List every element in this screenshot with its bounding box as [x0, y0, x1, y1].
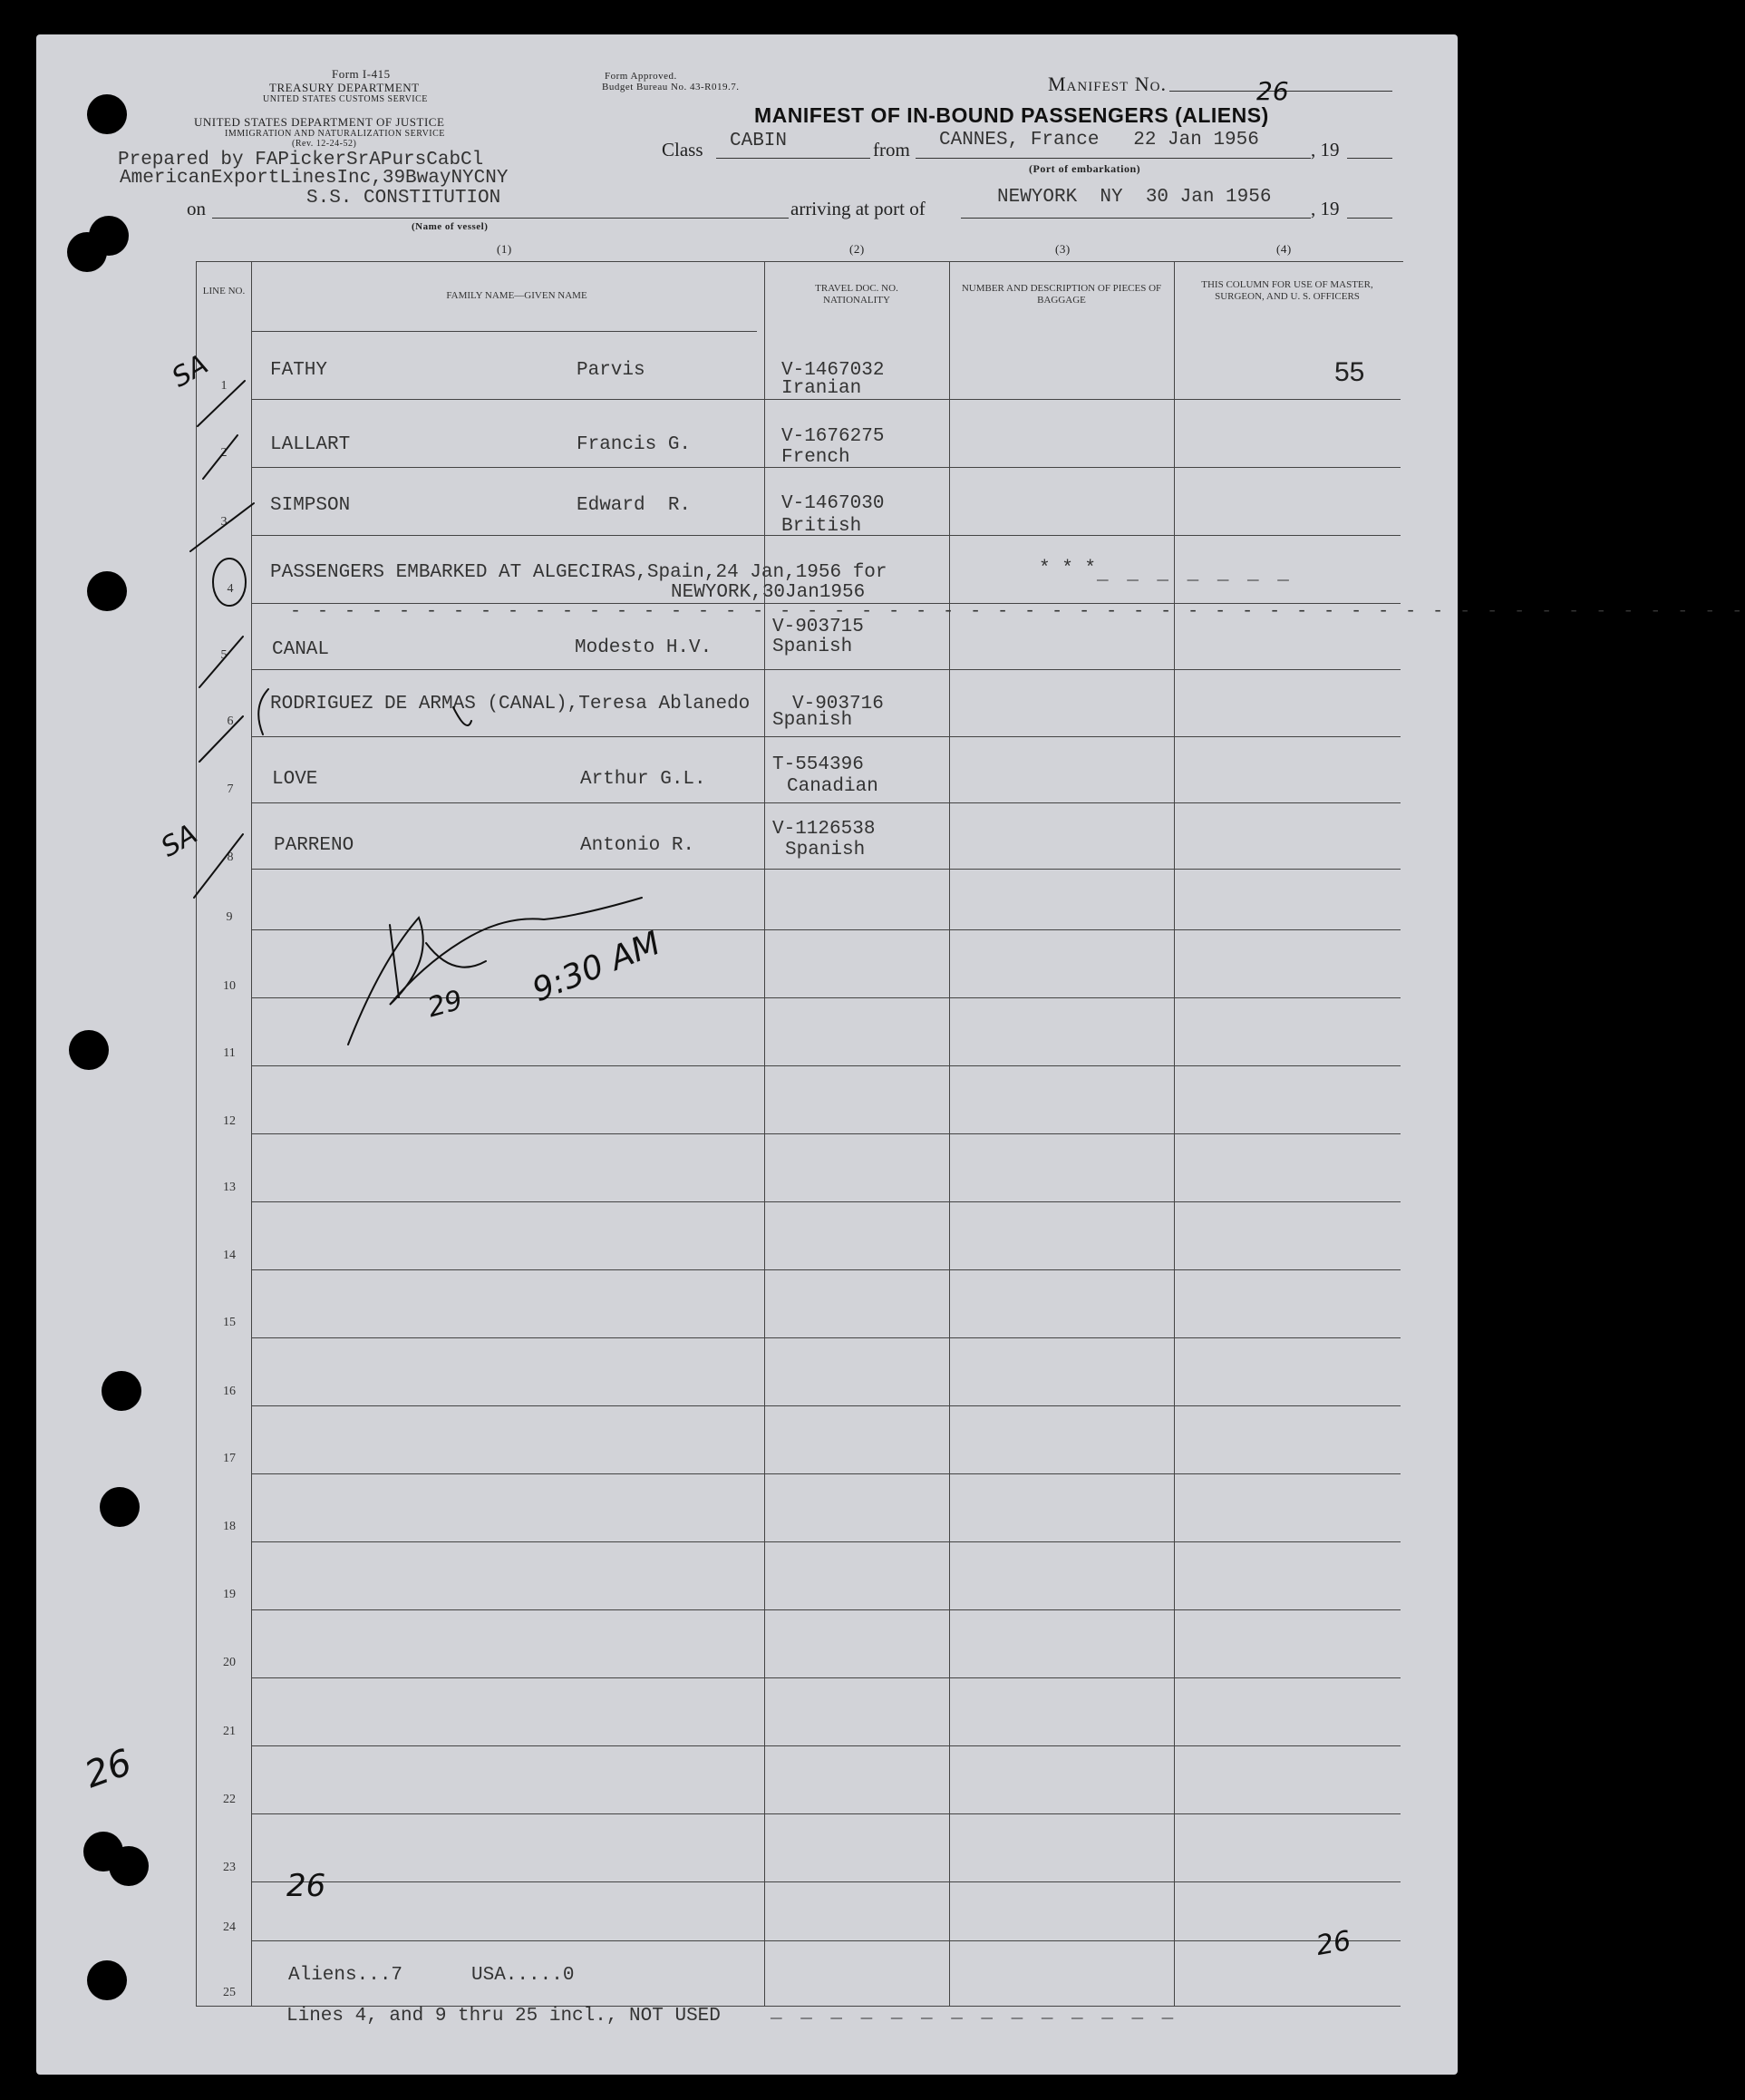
col-num-3: (3): [1055, 242, 1071, 256]
vessel-underline: [212, 218, 789, 219]
row-rule: [251, 1609, 1401, 1610]
col-header-line-no: LINE NO.: [202, 286, 246, 297]
line-number: 5: [220, 648, 228, 662]
row-rule: [251, 1940, 1401, 1941]
prepared-by-line2: AmericanExportLinesInc,39BwayNYCNY: [120, 168, 509, 189]
line-number: 21: [223, 1725, 236, 1738]
row-rule: [251, 1473, 1401, 1474]
given-name: Arthur G.L.: [580, 769, 706, 790]
travel-doc: V-1126538: [772, 819, 876, 840]
manifest-page: [36, 34, 1458, 2075]
row-rule: [251, 736, 1401, 737]
margin-number: 26: [79, 1741, 138, 1797]
class-label: Class: [662, 139, 703, 160]
line-number: 20: [223, 1656, 236, 1669]
row-rule: [251, 1133, 1401, 1134]
family-name: PARRENO: [274, 835, 354, 856]
travel-doc: V-1676275: [781, 426, 885, 447]
form-approved-label: Form Approved.: [605, 71, 677, 82]
row-rule: [251, 869, 1401, 870]
year-underline-1: [1347, 158, 1392, 159]
travel-doc: V-1467030: [781, 493, 885, 514]
line-number: 16: [223, 1385, 236, 1398]
row-rule: [251, 399, 1401, 400]
line-number: 22: [223, 1793, 236, 1806]
family-name: CANAL: [272, 639, 330, 660]
line-number: 8: [227, 851, 234, 864]
table-top-border: [196, 261, 1403, 262]
manifest-title: MANIFEST OF IN-BOUND PASSENGERS (ALIENS): [754, 103, 1269, 127]
prepared-by-line1: Prepared by FAPickerSrAPursCabCl: [118, 150, 484, 170]
vessel-label: (Name of vessel): [412, 221, 489, 232]
sa-initials-2: SA: [155, 818, 203, 864]
year-underline-2: [1347, 218, 1392, 219]
binder-hole: [87, 94, 127, 134]
binder-hole: [102, 1371, 141, 1411]
arriving-underline: [961, 218, 1311, 219]
ins-label: IMMIGRATION AND NATURALIZATION SERVICE: [225, 129, 445, 139]
class-underline: [716, 158, 870, 159]
given-name: Edward R.: [577, 495, 692, 516]
line-number: 11: [223, 1046, 236, 1060]
from-value: CANNES, France 22 Jan 1956: [939, 130, 1259, 151]
nationality: British: [781, 516, 862, 537]
binder-hole: [109, 1846, 149, 1886]
line23-number: 26: [286, 1868, 326, 1904]
row-rule: [251, 802, 1401, 803]
line-number: 25: [223, 1986, 236, 1999]
usa-count: USA.....0: [471, 1965, 575, 1986]
line-number: 14: [223, 1249, 236, 1262]
line-number: 18: [223, 1520, 236, 1533]
row-rule: [251, 1677, 1401, 1678]
dash-line: _ _ _ _ _ _ _: [1097, 564, 1293, 585]
family-name: LALLART: [270, 434, 351, 455]
line-number: 12: [223, 1114, 236, 1128]
officer-mark: 55: [1334, 357, 1365, 387]
given-name: Francis G.: [577, 434, 692, 455]
header-rule: [251, 331, 757, 332]
line-number: 13: [223, 1181, 236, 1194]
nationality: Canadian: [787, 776, 878, 797]
row-rule: [251, 1541, 1401, 1542]
line-number: 2: [220, 446, 228, 460]
binder-hole: [69, 1030, 109, 1070]
col-header-travel: TRAVEL DOC. NO. NATIONALITY: [815, 283, 898, 306]
line-number: 10: [223, 979, 236, 993]
col-num-4: (4): [1276, 242, 1292, 256]
form-number: Form I-415: [332, 67, 391, 81]
embark-stars: * * *: [1039, 559, 1097, 579]
family-name: FATHY: [270, 360, 328, 381]
row-rule: [251, 1405, 1401, 1406]
signature-time: 9:30 AM: [527, 924, 666, 1010]
not-used-note: Lines 4, and 9 thru 25 incl., NOT USED: [286, 2006, 721, 2027]
row-rule: [251, 1745, 1401, 1746]
line-number: 7: [227, 783, 234, 796]
on-label: on: [187, 198, 206, 219]
vessel-name: S.S. CONSTITUTION: [306, 188, 501, 209]
arriving-label: arriving at port of: [790, 198, 926, 219]
port-embarkation-label: (Port of embarkation): [1029, 162, 1141, 175]
row-rule: [251, 669, 1401, 670]
embark-note: PASSENGERS EMBARKED AT ALGECIRAS,Spain,24 Jan,1956 for: [270, 562, 887, 583]
rev-label: (Rev. 12-24-52): [292, 139, 357, 149]
given-name: Parvis: [577, 360, 645, 381]
binder-hole: [89, 216, 129, 256]
family-name: LOVE: [272, 769, 318, 790]
class-value: CABIN: [730, 131, 788, 151]
signature-day: 29: [424, 984, 467, 1025]
line-number: 15: [223, 1316, 236, 1329]
row-rule: [251, 1201, 1401, 1202]
family-name: RODRIGUEZ DE ARMAS (CANAL),Teresa Ablanedo: [270, 694, 751, 715]
arriving-value: NEWYORK NY 30 Jan 1956: [997, 187, 1272, 208]
treasury-label: TREASURY DEPARTMENT: [269, 81, 420, 94]
line24-number: 26: [1314, 1924, 1353, 1963]
line-number: 24: [223, 1920, 236, 1934]
travel-doc: V-903716: [792, 694, 884, 715]
binder-hole: [87, 571, 127, 611]
col-num-1: (1): [497, 242, 512, 256]
row-rule: [251, 1065, 1401, 1066]
line-number: 4: [227, 582, 234, 596]
nationality: French: [781, 447, 850, 468]
line-number: 6: [227, 715, 234, 728]
family-name: SIMPSON: [270, 495, 351, 516]
travel-doc: V-1467032: [781, 360, 885, 381]
col-header-name: FAMILY NAME—GIVEN NAME: [446, 290, 587, 301]
dash-separator: - - - - - - - - - - - - - - - - - - - - - - - - - - - - - - - - - - - - - - - - - - - - - - - - - - - - - -: [290, 601, 1745, 622]
from-label: from: [873, 139, 910, 160]
budget-label: Budget Bureau No. 43-R019.7.: [602, 82, 740, 92]
manifest-no-label: Manifest No.: [1048, 73, 1167, 95]
given-name: Modesto H.V.: [575, 637, 713, 658]
row-rule: [251, 1269, 1401, 1270]
year-suffix-2: , 19: [1311, 198, 1340, 219]
line-number: 3: [220, 515, 228, 529]
table-left-border: [196, 261, 197, 2006]
line-number: 19: [223, 1588, 236, 1601]
line-number: 23: [223, 1861, 236, 1874]
sa-initials-1: SA: [166, 348, 214, 394]
justice-label: UNITED STATES DEPARTMENT OF JUSTICE: [194, 115, 445, 129]
binder-hole: [87, 1960, 127, 2000]
footer-dashes: _ _ _ _ _ _ _ _ _ _ _ _ _ _: [771, 2002, 1178, 2023]
nationality: Iranian: [781, 378, 862, 399]
given-name: Antonio R.: [580, 835, 695, 856]
col-header-officers: THIS COLUMN FOR USE OF MASTER, SURGEON, AND U. S. OFFICERS: [1201, 279, 1373, 302]
row-rule: [251, 997, 1401, 998]
row-rule: [251, 1881, 1401, 1882]
row-rule: [251, 1813, 1401, 1814]
nationality: Spanish: [772, 710, 853, 731]
embark-note-2: NEWYORK,30Jan1956: [671, 582, 866, 603]
manifest-no-value: 26: [1256, 76, 1289, 106]
line-number: 1: [220, 379, 228, 393]
travel-doc: V-903715: [772, 617, 864, 637]
row-rule: [251, 1337, 1401, 1338]
customs-label: UNITED STATES CUSTOMS SERVICE: [263, 94, 428, 104]
nationality: Spanish: [785, 840, 866, 860]
line-number: 9: [226, 910, 233, 924]
travel-doc: T-554396: [772, 754, 864, 775]
from-underline: [916, 158, 1311, 159]
binder-hole: [100, 1487, 140, 1527]
nationality: Spanish: [772, 637, 853, 657]
col-num-2: (2): [849, 242, 865, 256]
aliens-count: Aliens...7: [288, 1965, 403, 1986]
col-header-baggage: NUMBER AND DESCRIPTION OF PIECES OF BAGGAGE: [961, 283, 1162, 306]
year-suffix-1: , 19: [1311, 139, 1340, 160]
line-number: 17: [223, 1452, 236, 1465]
row-rule: [251, 929, 1401, 930]
